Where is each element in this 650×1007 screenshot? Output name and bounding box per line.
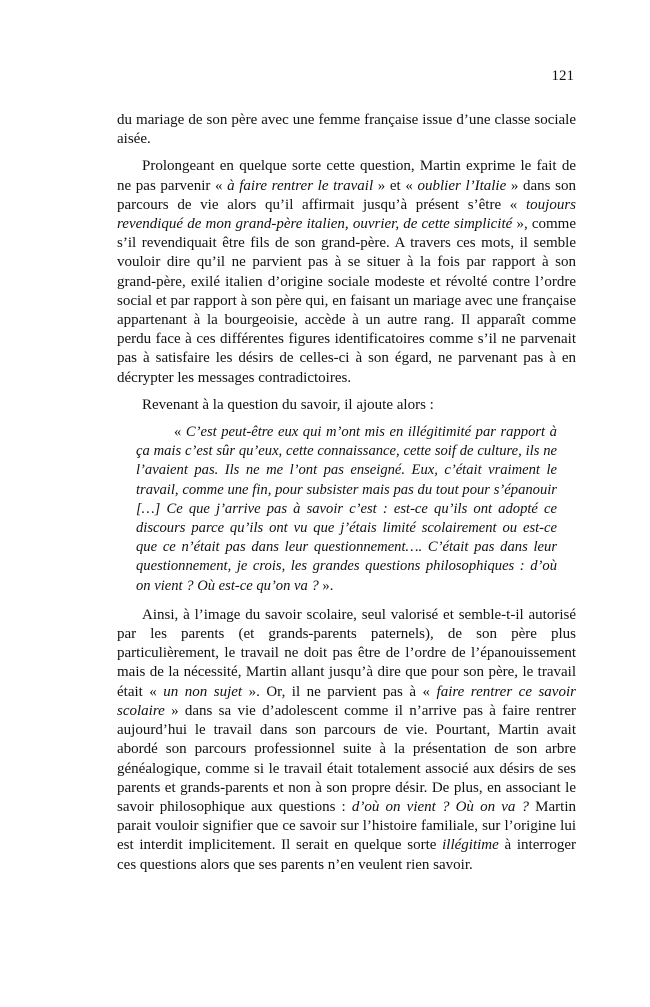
- page-body: [117, 111, 576, 883]
- page-number: 121: [551, 68, 574, 84]
- paragraph-3: Revenant à la question du savoir, il ajoute alors :: [142, 396, 434, 413]
- paragraph-2: Prolongeant en quelque sorte cette question, Martin exprime le fait de ne pas parvenir « à faire rentrer le travail » et « oublier l’Italie » dans son parcours de vie alors qu’il affirmait jusqu’à présent s’être « toujours revendiqué de mon grand-père italien, ouvrier, de cette simplicité », comme s’il revendiquait être fils de son grand-père. A travers ces mots, il semble vouloir dire qu’il ne parvient pas à se situer à la fois par rapport à son grand-père, exilé italien d’origine sociale modeste et révolté contre l’ordre social et par rapport à son père qui, en faisant un mariage avec une française appartenant à la bourgeoisie, accède à un autre rang. Il apparaît comme perdu face à ces différentes figures identificatoires comme s’il ne parvenait pas à satisfaire les désirs de celles-ci à son égard, ne parvenant pas à en décrypter les messages contradictoires.: [117, 158, 576, 386]
- paragraph-1: du mariage de son père avec une femme française issue d’une classe sociale aisée.: [117, 112, 576, 148]
- paragraph-4: Ainsi, à l’image du savoir scolaire, seul valorisé et semble-t-il autorisé par les parents (et grands-parents paternels), de son père plus particulièrement, le travail ne doit pas être de l’ordre de l’épanouissement mais de la nécessité, Martin allant jusqu’à dire que pour son père, le travail était « un non sujet ». Or, il ne parvient pas à « faire rentrer ce savoir scolaire » dans sa vie d’adolescent comme il n’arrive pas à faire rentrer aujourd’hui le travail dans son parcours de vie. Pourtant, Martin avait abordé son parcours professionnel suite à la présentation de son arbre généalogique, comme si le travail était totalement associé aux désirs de ses parents et grands-parents et non à son propre désir. De plus, en associant le savoir philosophique aux questions : d’où on vient ? Où on va ? Martin parait vouloir signifier que ce savoir sur l’histoire familiale, sur l’origine lui est interdit implicitement. Il serait en quelque sorte illégitime à interroger ces questions alors que ses parents n’en veulent rien savoir.: [117, 606, 577, 873]
- block-quote: « C’est peut-être eux qui m’ont mis en illégitimité par rapport à ça mais c’est sûr qu’eux, cette connaissance, cette soif de culture, ils ne l’avaient pas. Ils ne me l’ont pas enseigné. Eux, c’était vraiment le travail, comme une fin, pour subsister mais pas du tout pour s’épanouir […] Ce que j’arrive pas à savoir c’est : est-ce qu’ils ont adopté ce discours parce qu’ils ont vu que j’étais limité scolairement ou est-ce que ce n’était pas dans leur questionnement…. C’était pas dans leur questionnement, je crois, les grandes questions philosophiques : d’où on vient ? Où est-ce qu’on va ? ».: [136, 424, 557, 594]
